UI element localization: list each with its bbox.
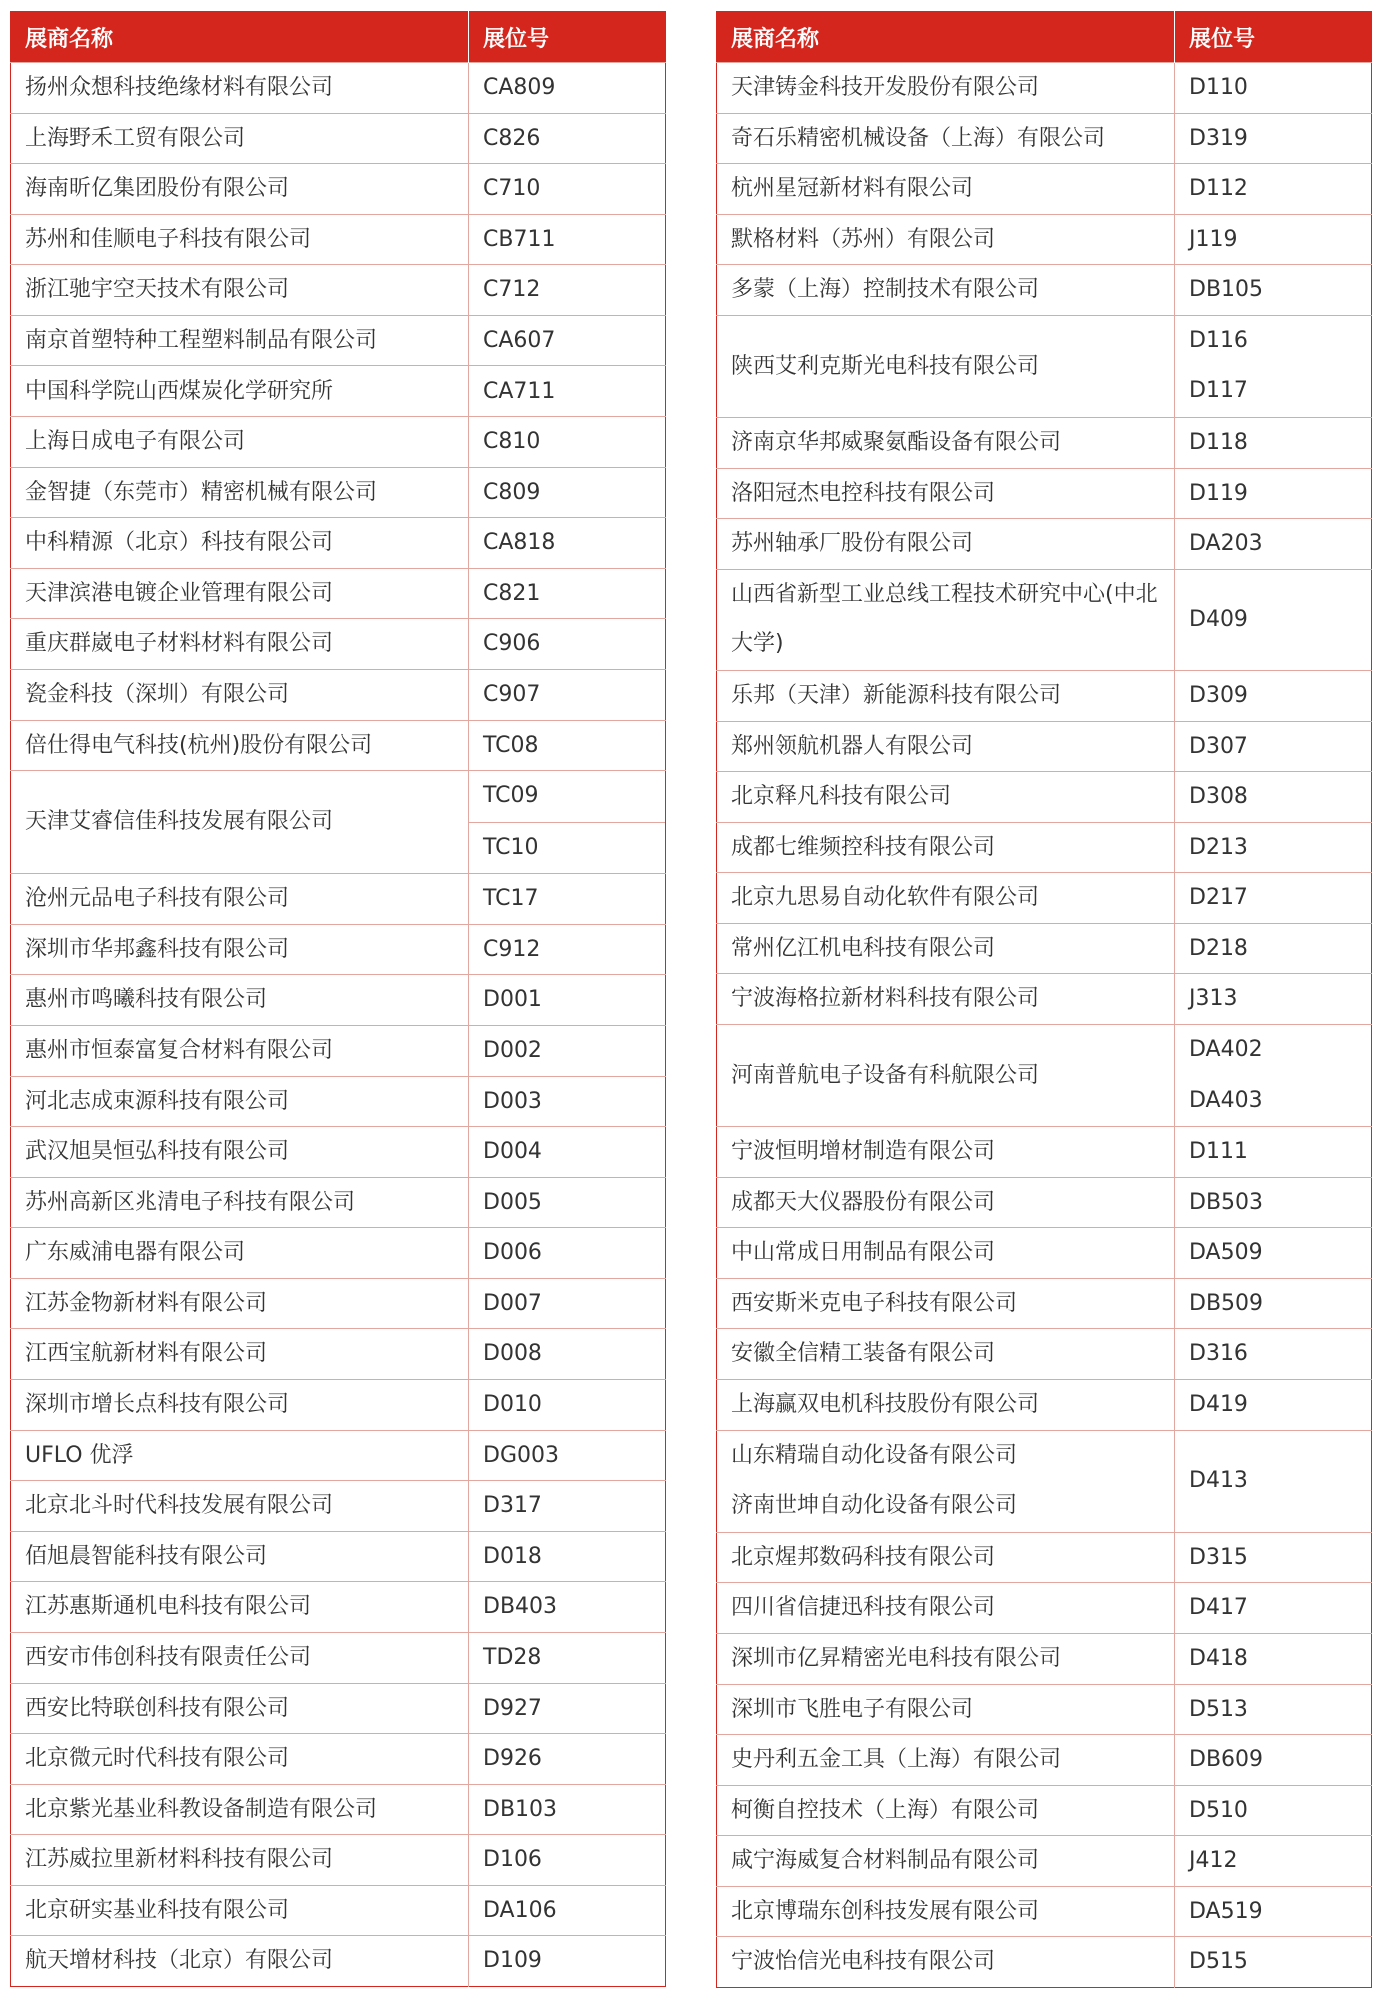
header-booth-number: 展位号	[469, 12, 666, 63]
exhibitor-name: 深圳市华邦鑫科技有限公司	[11, 924, 469, 975]
booth-number: D109	[469, 1936, 666, 1987]
booth-number: D409	[1175, 569, 1372, 670]
table-row	[717, 1228, 1372, 1279]
table-row	[717, 1329, 1372, 1380]
booth-number	[1175, 315, 1372, 417]
booth-number	[1175, 1024, 1372, 1126]
booth-number: D308	[1175, 772, 1372, 823]
booth-number: D510	[1175, 1785, 1372, 1836]
booth-number-line: DA403	[1189, 1087, 1263, 1113]
table-row	[717, 214, 1372, 265]
exhibitor-name: 成都天大仪器股份有限公司	[717, 1177, 1175, 1228]
exhibitor-name: 北京研实基业科技有限公司	[11, 1885, 469, 1936]
table-row	[717, 519, 1372, 570]
table-row	[11, 1025, 666, 1076]
table-row	[11, 771, 666, 874]
booth-number: C907	[469, 669, 666, 720]
exhibitor-name: 中科精源（北京）科技有限公司	[11, 518, 469, 569]
booth-number: D316	[1175, 1329, 1372, 1380]
table-row	[717, 1937, 1372, 1988]
exhibitor-name: 北京煋邦数码科技有限公司	[717, 1532, 1175, 1583]
booth-number: CA607	[469, 315, 666, 366]
booth-number: D110	[1175, 63, 1372, 114]
exhibitor-name: 宁波怡信光电科技有限公司	[717, 1937, 1175, 1988]
table-row	[717, 721, 1372, 772]
exhibitor-name: 沧州元品电子科技有限公司	[11, 874, 469, 925]
table-row	[11, 315, 666, 366]
table-row	[11, 113, 666, 164]
table-row	[717, 670, 1372, 721]
exhibitor-name: UFLO 优浮	[11, 1430, 469, 1481]
booth-number: D309	[1175, 670, 1372, 721]
booth-number: C710	[469, 164, 666, 215]
table-row	[11, 1481, 666, 1532]
exhibitor-name: 深圳市亿昇精密光电科技有限公司	[717, 1633, 1175, 1684]
table-body-left	[11, 63, 666, 1987]
table-row	[11, 568, 666, 619]
table-row	[717, 1886, 1372, 1937]
table-row	[11, 214, 666, 265]
exhibitor-name: 惠州市鸣曦科技有限公司	[11, 975, 469, 1026]
exhibitor-name: 北京北斗时代科技发展有限公司	[11, 1481, 469, 1532]
exhibitor-name: 苏州和佳顺电子科技有限公司	[11, 214, 469, 265]
exhibitor-name: 宁波海格拉新材料科技有限公司	[717, 974, 1175, 1025]
booth-number: D119	[1175, 468, 1372, 519]
header-exhibitor-name: 展商名称	[717, 12, 1175, 63]
booth-number: CA818	[469, 518, 666, 569]
header-booth-number: 展位号	[1175, 12, 1372, 63]
booth-number-line: TC09	[483, 783, 539, 809]
table-row	[11, 63, 666, 114]
exhibitor-name: 北京释凡科技有限公司	[717, 772, 1175, 823]
table-row	[11, 164, 666, 215]
exhibitor-name: 多蒙（上海）控制技术有限公司	[717, 265, 1175, 316]
table-row	[11, 417, 666, 468]
booth-number: D111	[1175, 1127, 1372, 1178]
exhibitor-name	[717, 1430, 1175, 1532]
exhibitor-name: 倍仕得电气科技(杭州)股份有限公司	[11, 720, 469, 771]
table-row	[717, 315, 1372, 417]
booth-number: C906	[469, 619, 666, 670]
exhibitor-name: 广东威浦电器有限公司	[11, 1228, 469, 1279]
table-row	[11, 1380, 666, 1431]
table-row	[11, 467, 666, 518]
table-row	[11, 619, 666, 670]
exhibitor-name: 默格材料（苏州）有限公司	[717, 214, 1175, 265]
booth-number: D002	[469, 1025, 666, 1076]
table-row	[717, 1024, 1372, 1126]
booth-number: D213	[1175, 822, 1372, 873]
booth-number: D419	[1175, 1380, 1372, 1431]
booth-number: D004	[469, 1127, 666, 1178]
exhibitor-name: 上海日成电子有限公司	[11, 417, 469, 468]
booth-number: D008	[469, 1329, 666, 1380]
booth-number: J119	[1175, 214, 1372, 265]
table-row	[11, 924, 666, 975]
booth-number: C712	[469, 265, 666, 316]
exhibitor-name: 中国科学院山西煤炭化学研究所	[11, 366, 469, 417]
table-row	[717, 1278, 1372, 1329]
table-row	[717, 1532, 1372, 1583]
table-row	[717, 1785, 1372, 1836]
booth-number: DB509	[1175, 1278, 1372, 1329]
table-header-row	[11, 12, 666, 63]
exhibitor-name: 瓷金科技（深圳）有限公司	[11, 669, 469, 720]
booth-number: D513	[1175, 1684, 1372, 1735]
exhibitor-name: 海南昕亿集团股份有限公司	[11, 164, 469, 215]
booth-number: CA711	[469, 366, 666, 417]
booth-number: C912	[469, 924, 666, 975]
exhibitor-name: 河北志成束源科技有限公司	[11, 1076, 469, 1127]
booth-number: DB103	[469, 1784, 666, 1835]
table-row	[717, 113, 1372, 164]
exhibitor-name: 江苏金物新材料有限公司	[11, 1278, 469, 1329]
exhibitor-name: 深圳市增长点科技有限公司	[11, 1380, 469, 1431]
exhibitor-name-line: 山东精瑞自动化设备有限公司	[731, 1442, 1018, 1468]
booth-number-line: TC10	[469, 822, 665, 874]
booth-number: DB105	[1175, 265, 1372, 316]
booth-number: C809	[469, 467, 666, 518]
booth-number: DB609	[1175, 1735, 1372, 1786]
booth-number: DB503	[1175, 1177, 1372, 1228]
table-row	[717, 569, 1372, 670]
table-row	[11, 1329, 666, 1380]
table-row	[717, 1633, 1372, 1684]
booth-number: D307	[1175, 721, 1372, 772]
table-row	[717, 1735, 1372, 1786]
table-row	[11, 874, 666, 925]
exhibitor-name: 航天增材科技（北京）有限公司	[11, 1936, 469, 1987]
exhibitor-name: 四川省信捷迅科技有限公司	[717, 1583, 1175, 1634]
table-row	[717, 1380, 1372, 1431]
exhibitor-name: 陕西艾利克斯光电科技有限公司	[717, 315, 1175, 417]
exhibitor-name: 河南普航电子设备有科航限公司	[717, 1024, 1175, 1126]
booth-number: D217	[1175, 873, 1372, 924]
booth-number: D317	[469, 1481, 666, 1532]
booth-number: D106	[469, 1835, 666, 1886]
table-row	[717, 63, 1372, 114]
table-row	[11, 1784, 666, 1835]
booth-number: D005	[469, 1177, 666, 1228]
booth-number: J412	[1175, 1836, 1372, 1887]
booth-number: CA809	[469, 63, 666, 114]
booth-number-line: D117	[1189, 378, 1248, 404]
exhibitor-name: 奇石乐精密机械设备（上海）有限公司	[717, 113, 1175, 164]
table-row	[11, 1683, 666, 1734]
table-row	[11, 1177, 666, 1228]
exhibitor-name: 天津铸金科技开发股份有限公司	[717, 63, 1175, 114]
table-row	[11, 518, 666, 569]
exhibitor-name: 济南京华邦威聚氨酯设备有限公司	[717, 418, 1175, 469]
exhibitor-name: 中山常成日用制品有限公司	[717, 1228, 1175, 1279]
exhibitor-name: 咸宁海威复合材料制品有限公司	[717, 1836, 1175, 1887]
table-row	[11, 1885, 666, 1936]
booth-number: D001	[469, 975, 666, 1026]
table-row	[11, 1076, 666, 1127]
table-row	[717, 1836, 1372, 1887]
exhibitor-name: 洛阳冠杰电控科技有限公司	[717, 468, 1175, 519]
booth-number: D010	[469, 1380, 666, 1431]
booth-number-line: D116	[1189, 327, 1248, 353]
table-body-right	[717, 63, 1372, 1988]
booth-number: DA203	[1175, 519, 1372, 570]
booth-number: D926	[469, 1734, 666, 1785]
booth-number: D006	[469, 1228, 666, 1279]
exhibitor-name: 扬州众想科技绝缘材料有限公司	[11, 63, 469, 114]
booth-number: D018	[469, 1531, 666, 1582]
exhibitor-name: 江西宝航新材料有限公司	[11, 1329, 469, 1380]
exhibitor-name: 佰旭晨智能科技有限公司	[11, 1531, 469, 1582]
booth-number: D319	[1175, 113, 1372, 164]
booth-number: D112	[1175, 164, 1372, 215]
booth-number: D417	[1175, 1583, 1372, 1634]
exhibitor-name: 江苏威拉里新材料科技有限公司	[11, 1835, 469, 1886]
booth-number	[469, 771, 666, 874]
exhibitor-name: 安徽全信精工装备有限公司	[717, 1329, 1175, 1380]
table-row	[11, 669, 666, 720]
booth-number: TC17	[469, 874, 666, 925]
booth-number: C826	[469, 113, 666, 164]
table-row	[11, 1582, 666, 1633]
exhibitor-name: 常州亿江机电科技有限公司	[717, 923, 1175, 974]
booth-number: C821	[469, 568, 666, 619]
booth-number: D413	[1175, 1430, 1372, 1532]
booth-number: DA509	[1175, 1228, 1372, 1279]
table-row	[11, 1430, 666, 1481]
exhibitor-name: 重庆群崴电子材料材料有限公司	[11, 619, 469, 670]
table-row	[11, 1228, 666, 1279]
exhibitor-name: 苏州轴承厂股份有限公司	[717, 519, 1175, 570]
exhibitor-name: 北京紫光基业科教设备制造有限公司	[11, 1784, 469, 1835]
table-row	[11, 1278, 666, 1329]
exhibitor-name: 浙江驰宇空天技术有限公司	[11, 265, 469, 316]
table-row	[717, 1127, 1372, 1178]
booth-number: D927	[469, 1683, 666, 1734]
table-row	[11, 975, 666, 1026]
booth-number: CB711	[469, 214, 666, 265]
booth-number: DB403	[469, 1582, 666, 1633]
table-row	[11, 1835, 666, 1886]
header-exhibitor-name: 展商名称	[11, 12, 469, 63]
table-row	[717, 1177, 1372, 1228]
table-row	[11, 720, 666, 771]
exhibitor-name: 北京博瑞东创科技发展有限公司	[717, 1886, 1175, 1937]
exhibitor-name: 乐邦（天津）新能源科技有限公司	[717, 670, 1175, 721]
booth-number: C810	[469, 417, 666, 468]
booth-number: D515	[1175, 1937, 1372, 1988]
table-row	[717, 265, 1372, 316]
table-row	[11, 1936, 666, 1987]
booth-number: D315	[1175, 1532, 1372, 1583]
exhibitor-name: 史丹利五金工具（上海）有限公司	[717, 1735, 1175, 1786]
exhibitor-name: 山西省新型工业总线工程技术研究中心(中北大学)	[717, 569, 1175, 670]
booth-number: D003	[469, 1076, 666, 1127]
exhibitor-table-left	[10, 11, 666, 1987]
table-row	[11, 1632, 666, 1683]
booth-number: J313	[1175, 974, 1372, 1025]
booth-number: TC08	[469, 720, 666, 771]
exhibitor-name: 天津滨港电镀企业管理有限公司	[11, 568, 469, 619]
booth-number: TD28	[469, 1632, 666, 1683]
exhibitor-name: 西安市伟创科技有限责任公司	[11, 1632, 469, 1683]
table-row	[717, 418, 1372, 469]
exhibitor-name: 北京九思易自动化软件有限公司	[717, 873, 1175, 924]
booth-number: D418	[1175, 1633, 1372, 1684]
booth-number: DG003	[469, 1430, 666, 1481]
booth-number: DA106	[469, 1885, 666, 1936]
exhibitor-name-line: 济南世坤自动化设备有限公司	[731, 1493, 1018, 1519]
table-row	[717, 1583, 1372, 1634]
exhibitor-name: 惠州市恒泰富复合材料有限公司	[11, 1025, 469, 1076]
booth-number: DA519	[1175, 1886, 1372, 1937]
table-row	[11, 1127, 666, 1178]
table-row	[717, 772, 1372, 823]
exhibitor-name: 上海野禾工贸有限公司	[11, 113, 469, 164]
exhibitor-name: 西安斯米克电子科技有限公司	[717, 1278, 1175, 1329]
exhibitor-name: 宁波恒明增材制造有限公司	[717, 1127, 1175, 1178]
table-row	[717, 1430, 1372, 1532]
exhibitor-name: 深圳市飞胜电子有限公司	[717, 1684, 1175, 1735]
exhibitor-name: 郑州领航机器人有限公司	[717, 721, 1175, 772]
exhibitor-name: 苏州高新区兆清电子科技有限公司	[11, 1177, 469, 1228]
exhibitor-name: 西安比特联创科技有限公司	[11, 1683, 469, 1734]
table-row	[11, 1734, 666, 1785]
exhibitor-name: 南京首塑特种工程塑料制品有限公司	[11, 315, 469, 366]
exhibitor-table-right	[716, 11, 1372, 1988]
table-row	[11, 1531, 666, 1582]
exhibitor-name: 上海赢双电机科技股份有限公司	[717, 1380, 1175, 1431]
exhibitor-name: 成都七维频控科技有限公司	[717, 822, 1175, 873]
table-header-row	[717, 12, 1372, 63]
table-row	[717, 468, 1372, 519]
table-row	[717, 822, 1372, 873]
exhibitor-name: 北京微元时代科技有限公司	[11, 1734, 469, 1785]
table-row	[11, 366, 666, 417]
exhibitor-name: 杭州星冠新材料有限公司	[717, 164, 1175, 215]
table-row	[11, 265, 666, 316]
exhibitor-name: 金智捷（东莞市）精密机械有限公司	[11, 467, 469, 518]
exhibitor-name: 天津艾睿信佳科技发展有限公司	[11, 771, 469, 874]
booth-number: D218	[1175, 923, 1372, 974]
table-row	[717, 873, 1372, 924]
booth-number: D118	[1175, 418, 1372, 469]
table-row	[717, 164, 1372, 215]
exhibitor-name: 江苏惠斯通机电科技有限公司	[11, 1582, 469, 1633]
table-row	[717, 923, 1372, 974]
table-row	[717, 1684, 1372, 1735]
exhibitor-name: 柯衡自控技术（上海）有限公司	[717, 1785, 1175, 1836]
exhibitor-name: 武汉旭昊恒弘科技有限公司	[11, 1127, 469, 1178]
booth-number-line: DA402	[1189, 1036, 1263, 1062]
table-row	[717, 974, 1372, 1025]
booth-number: D007	[469, 1278, 666, 1329]
